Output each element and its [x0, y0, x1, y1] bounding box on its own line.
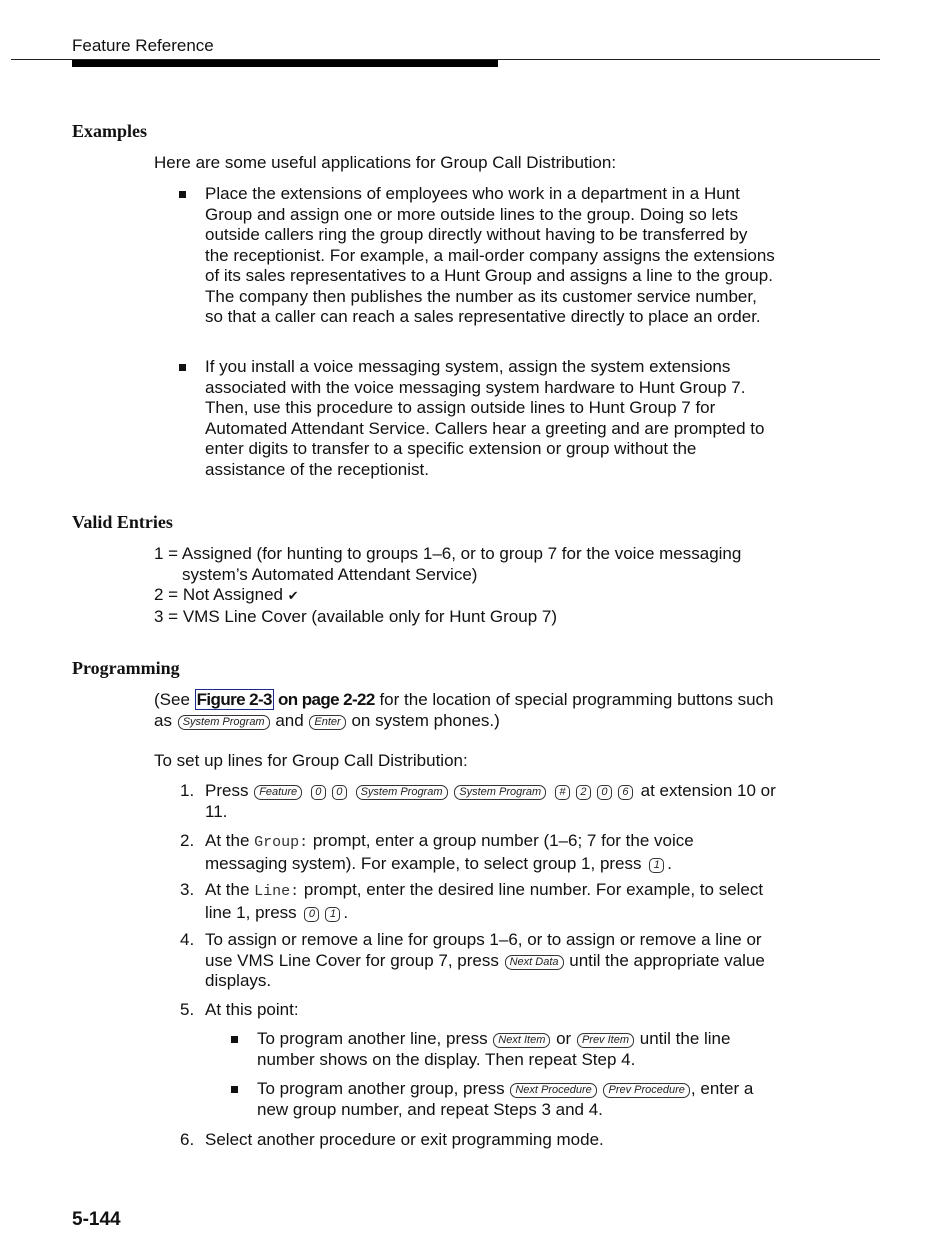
step-2: [154, 831, 776, 874]
step-3: [154, 880, 776, 923]
next-item-button: Next Item: [493, 1033, 550, 1048]
step-text: .: [343, 902, 349, 922]
step-number: 4.: [180, 930, 195, 949]
step-text: At the: [205, 831, 255, 850]
step-number: 3.: [180, 880, 195, 899]
note-text: (See: [154, 690, 195, 709]
step-5-option: [231, 1079, 776, 1120]
page-number: 5-144: [72, 1209, 121, 1230]
step-text: Press: [205, 781, 249, 800]
key-hash: #: [555, 785, 570, 800]
step-body: Select another procedure or exit programming mode.: [205, 1130, 604, 1149]
examples-bullet: [179, 184, 775, 328]
prev-procedure-button: Prev Procedure: [603, 1083, 689, 1098]
valid-entry: [154, 585, 774, 607]
display-prompt: Group:: [254, 834, 309, 851]
step-number: 5.: [180, 1000, 195, 1019]
step-text: or: [551, 1029, 576, 1048]
step-text: To program another group, press: [257, 1079, 510, 1098]
key-2: 2: [576, 785, 591, 800]
valid-entry: [154, 544, 774, 585]
step-6: [154, 1130, 776, 1151]
step-body: [205, 831, 776, 874]
step-text: To assign or remove a line for groups 1–6, or to assign or remove a line or use VMS Line Cover for group 7, press: [205, 930, 762, 970]
key-1: 1: [649, 858, 664, 873]
key-0: 0: [311, 785, 326, 800]
programming-intro: To set up lines for Group Call Distribution:: [154, 751, 468, 770]
step-text: To program another line, press: [257, 1029, 493, 1048]
step-number: 2.: [180, 831, 195, 850]
feature-button: Feature: [254, 785, 302, 800]
programming-note: [154, 690, 774, 731]
note-text: and: [270, 710, 309, 730]
next-procedure-button: Next Procedure: [510, 1083, 596, 1098]
key-0: 0: [332, 785, 347, 800]
step-5-option: [231, 1029, 776, 1070]
default-check-icon: ✔: [287, 588, 299, 603]
examples-heading: Examples: [72, 121, 148, 141]
figure-link[interactable]: [195, 689, 375, 710]
page-link-text[interactable]: on page 2-22: [273, 690, 375, 709]
valid-entries-list: [154, 544, 774, 627]
valid-entry-text: 3 = VMS Line Cover (available only for Hunt Group 7): [154, 606, 558, 626]
key-1: 1: [325, 907, 340, 922]
step-text: at extension 10 or 11.: [205, 781, 776, 821]
valid-entry-text: 2 = Not Assigned: [154, 585, 284, 604]
step-body: [205, 880, 776, 923]
step-4: [154, 930, 776, 992]
step-text: prompt, enter a group number (1–6; 7 for the voice messaging system). For example, to select group 1, press: [205, 831, 694, 873]
option-text: [257, 1079, 776, 1120]
step-text: At the: [205, 880, 255, 899]
examples-intro: Here are some useful applications for Group Call Distribution:: [154, 153, 617, 172]
step-text: until the line number shows on the display. Then repeat Step 4.: [257, 1029, 731, 1069]
valid-entries-heading: Valid Entries: [72, 512, 173, 532]
page-header-title: Feature Reference: [72, 36, 214, 55]
step-body: [205, 781, 776, 822]
figure-link-text[interactable]: Figure 2-3: [196, 690, 272, 709]
step-text: prompt, enter the desired line number. For example, to select line 1, press: [205, 880, 764, 922]
system-program-button: System Program: [356, 785, 448, 800]
step-body: At this point:: [205, 1000, 299, 1019]
note-text: for the location of special programming buttons such as: [154, 690, 774, 730]
note-text: on system phones.): [346, 710, 500, 730]
valid-entry-text: 1 = Assigned (for hunting to groups 1–6, or to group 7 for the voice messaging: [154, 544, 742, 563]
key-6: 6: [618, 785, 633, 800]
step-1: [154, 781, 776, 822]
prev-item-button: Prev Item: [577, 1033, 634, 1048]
bullet-square-icon: [231, 1036, 238, 1043]
valid-entry-continuation: system’s Automated Attendant Service): [182, 564, 478, 584]
valid-entry: [154, 607, 774, 628]
system-program-button: System Program: [178, 715, 270, 730]
step-5: [154, 1000, 776, 1021]
bullet-square-icon: [179, 191, 186, 198]
bullet-square-icon: [231, 1086, 238, 1093]
examples-bullet-text: Place the extensions of employees who work in a department in a Hunt Group and assign one or more outside lines to the group. Doing so lets outside callers ring the group directly without having to be transferred by the receptionist. For example, a mail-order company assigns the extensions of its sales representatives to a Hunt Group and assigns a line to the group. The company then publishes the number as its customer service number, so that a caller can reach a sales representative directly to place an order.: [205, 184, 775, 326]
step-text: , enter a new group number, and repeat Steps 3 and 4.: [257, 1079, 754, 1119]
key-0: 0: [304, 907, 319, 922]
examples-bullet: [179, 357, 775, 480]
next-data-button: Next Data: [505, 955, 564, 970]
step-number: 6.: [180, 1130, 195, 1149]
programming-heading: Programming: [72, 658, 180, 678]
step-body: [205, 930, 776, 992]
enter-button: Enter: [309, 715, 345, 730]
step-number: 1.: [180, 781, 195, 800]
step-text: until the appropriate value displays.: [205, 950, 765, 990]
step-text: .: [667, 853, 672, 873]
key-0: 0: [597, 785, 612, 800]
bullet-square-icon: [179, 364, 186, 371]
examples-bullet-text: If you install a voice messaging system, assign the system extensions associated with the voice messaging system hardware to Hunt Group 7. Then, use this procedure to assign outside lines to Hunt Group 7 for Automated Attendant Service. Callers hear a greeting and are prompted to enter digits to transfer to a specific extension or group without the assistance of the receptionist.: [205, 357, 765, 479]
display-prompt: Line:: [254, 883, 300, 900]
system-program-button: System Program: [454, 785, 546, 800]
option-text: [257, 1029, 776, 1070]
header-bar: [72, 60, 498, 67]
